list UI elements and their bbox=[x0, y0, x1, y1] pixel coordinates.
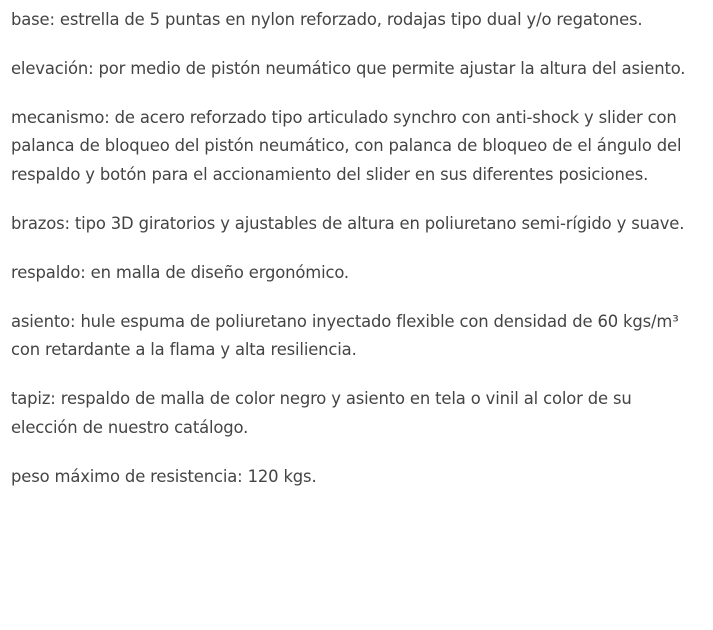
spec-mecanismo: mecanismo: de acero reforzado tipo articulado synchro con anti-shock y slider con palanca de bloqueo del pistón neumático, con palanca de bloqueo de el ángulo del respaldo y botón para el accionamiento del slider en sus diferentes posiciones. bbox=[11, 107, 682, 185]
spec-base: base: estrella de 5 puntas en nylon reforzado, rodajas tipo dual y/o regatones. bbox=[11, 10, 643, 29]
spec-asiento: asiento: hule espuma de poliuretano inyectado flexible con densidad de 60 kgs/m³ con retardante a la flama y alta resiliencia. bbox=[11, 311, 679, 360]
spec-brazos: brazos: tipo 3D giratorios y ajustables de altura en poliuretano semi-rígido y suave. bbox=[11, 213, 685, 233]
specifications-list bbox=[11, 6, 701, 512]
spec-respaldo: respaldo: en malla de diseño ergonómico. bbox=[11, 262, 349, 282]
spec-elevacion: elevación: por medio de pistón neumático que permite ajustar la altura del asiento. bbox=[11, 58, 686, 78]
spec-tapiz: tapiz: respaldo de malla de color negro y asiento en tela o vinil al color de su elección de nuestro catálogo. bbox=[11, 389, 632, 437]
spec-peso-maximo: peso máximo de resistencia: 120 kgs. bbox=[11, 466, 317, 486]
